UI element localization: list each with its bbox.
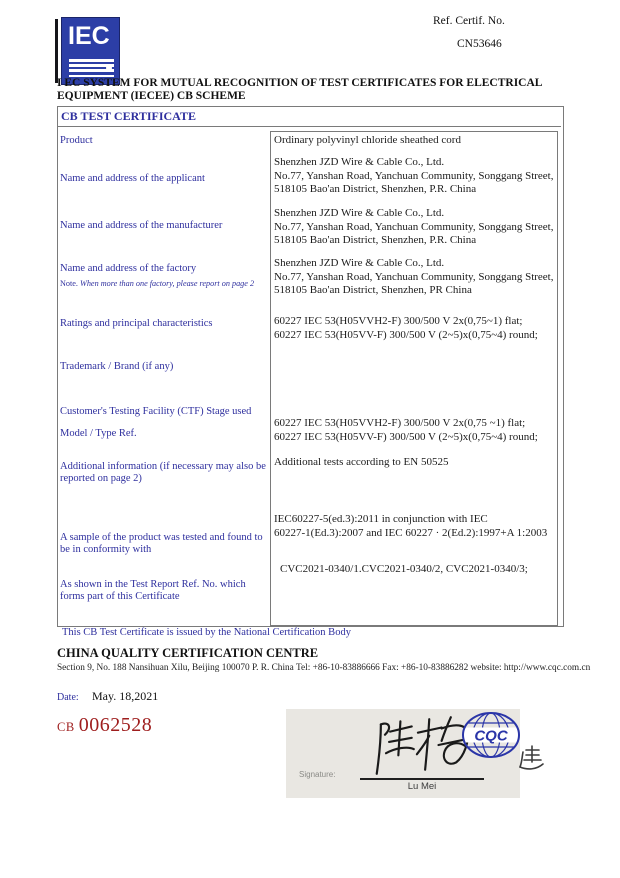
factory-label: Name and address of the factory: [60, 263, 197, 274]
test-report-label: As shown in the Test Report Ref. No. which forms part of this Certificate: [60, 579, 246, 602]
ctf-label: Customer's Testing Facility (CTF) Stage used: [60, 406, 252, 417]
certificate-title: CB TEST CERTIFICATE: [58, 107, 561, 127]
cb-certificate-number: [57, 714, 152, 737]
ratings-value: 60227 IEC 53(H05VVH2-F) 300/500 V 2x(0,75~1) flat; 60227 IEC 53(H05VV-F) 300/500 V (2~5)x(0,75~4) round;: [274, 315, 538, 341]
date-value: May. 18,2021: [92, 689, 159, 703]
trademark-label: Trademark / Brand (if any): [60, 361, 174, 372]
model-value: 60227 IEC 53(H05VVH2-F) 300/500 V 2x(0,75 ~1) flat; 60227 IEC 53(H05VV-F) 300/500 V (2~5)x(0,75~4) round;: [274, 417, 538, 443]
conformity-value: IEC60227-5(ed.3):2011 in conjunction with IEC 60227-1(Ed.3):2007 and IEC 60227 · 2(Ed.2):1997+A 1:2003: [274, 513, 548, 539]
certificate-value-box: [270, 131, 558, 626]
system-title: I EC SYSTEM FOR MUTUAL RECOGNITION OF TEST CERTIFICATES FOR ELECTRICAL EQUIPMENT (IECEE) CB SCHEME: [57, 77, 542, 102]
applicant-value: Shenzhen JZD Wire & Cable Co., Ltd. No.77, Yanshan Road, Yanchuan Community, Songgang Street, 518105 Bao'an District, Shenzhen, P.R. China: [274, 156, 554, 195]
ratings-label: Ratings and principal characteristics: [60, 318, 213, 329]
additional-info-value: Additional tests according to EN 50525: [274, 456, 449, 468]
iec-logo-box: [61, 17, 120, 85]
cb-prefix: CB: [57, 720, 75, 734]
ref-certif-value: CN53646: [457, 38, 502, 50]
ref-certif-label: Ref. Certif. No.: [433, 15, 505, 27]
cqc-logo-text: CQC: [474, 727, 508, 745]
additional-info-label: Additional information (if necessary may also be reported on page 2): [60, 461, 266, 484]
ncb-name: CHINA QUALITY CERTIFICATION CENTRE: [57, 646, 319, 660]
cb-number: 0062528: [78, 714, 153, 736]
manufacturer-value: Shenzhen JZD Wire & Cable Co., Ltd. No.77, Yanshan Road, Yanchuan Community, Songgang Street, 518105 Bao'an District, Shenzhen, P.R. China: [274, 207, 554, 246]
iec-logo-spine: [55, 19, 58, 83]
test-report-value: CVC2021-0340/1.CVC2021-0340/2, CVC2021-0340/3;: [280, 563, 528, 575]
cqc-logo: [461, 711, 521, 759]
signature-label: Signature:: [299, 770, 336, 779]
ncb-address: Section 9, No. 188 Nansihuan Xilu, Beijing 100070 P. R. China Tel: +86-10-83886666 Fax: +86-10-83886282 website: http://www.cqc.com.cn: [57, 663, 591, 673]
signatory-name: Lu Mei: [407, 781, 437, 792]
issued-by-note: This CB Test Certificate is issued by the National Certification Body: [62, 627, 351, 638]
applicant-label: Name and address of the applicant: [60, 173, 205, 184]
factory-note: Note. When more than one factory, please report on page 2: [60, 279, 255, 288]
manufacturer-label: Name and address of the manufacturer: [60, 220, 223, 231]
signature-line: [360, 778, 484, 780]
iec-logo: [55, 17, 121, 85]
conformity-label: A sample of the product was tested and found to be in conformity with: [60, 532, 263, 555]
stamp-character: [517, 743, 545, 771]
product-label: Product: [60, 135, 93, 146]
factory-value: Shenzhen JZD Wire & Cable Co., Ltd. No.77, Yanshan Road, Yanchuan Community, Songgang Street, 518105 Bao'an District, Shenzhen, PR China: [274, 257, 554, 296]
product-value: Ordinary polyvinyl chloride sheathed cord: [274, 134, 461, 146]
model-label: Model / Type Ref.: [60, 428, 137, 439]
iec-logo-dot: [106, 65, 112, 71]
iec-logo-text: IEC: [68, 22, 110, 50]
date-label: Date:: [57, 692, 79, 703]
